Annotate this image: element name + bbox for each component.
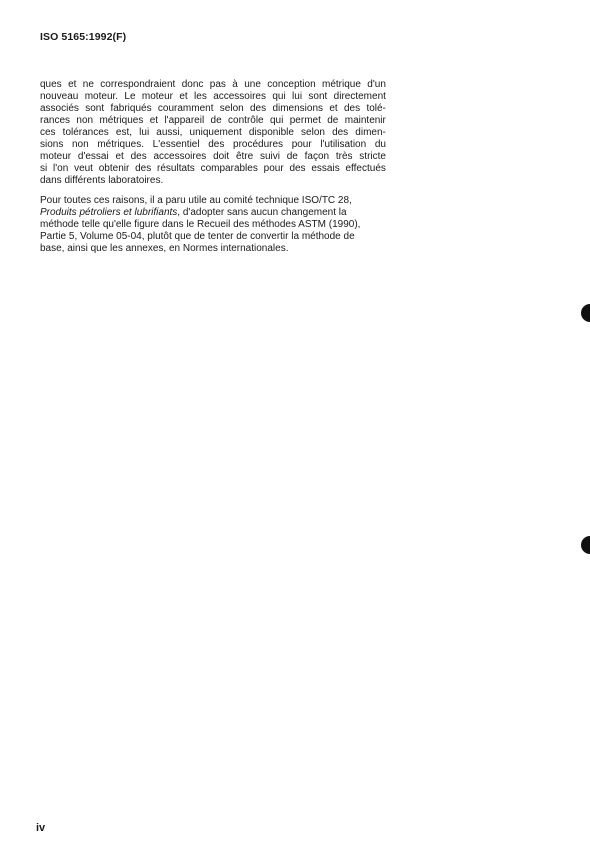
paragraph-1 [40,79,386,187]
text-line: ques et ne correspondraient donc pas à une conception métrique d'un [40,79,386,90]
scan-registration-mark [581,536,590,554]
text-line: dans différents laboratoires. [40,175,164,186]
page-number: iv [36,822,46,834]
text-line: associés sont fabriqués couramment selon des dimensions et des tolé- [40,103,386,114]
text-line: méthode telle qu'elle figure dans le Recueil des méthodes ASTM (1990), [40,219,361,230]
text-line: nouveau moteur. Le moteur et les accessoires qui lui sont directement [40,91,386,102]
text-line: ces tolérances est, lui aussi, uniquement disponible selon des dimen- [40,127,386,138]
text-line: base, ainsi que les annexes, en Normes internationales. [40,243,289,254]
text-line: rances non métriques et l'appareil de contrôle qui permet de maintenir [40,115,386,126]
paragraph-2 [40,195,386,255]
body-text [40,79,386,263]
text-line [40,207,386,219]
italic-committee-title: Produits pétroliers et lubrifiants [40,207,178,218]
text-line: Partie 5, Volume 05-04, plutôt que de tenter de convertir la méthode de [40,231,355,242]
text-line: sions non métriques. L'essentiel des procédures pour l'utilisation du [40,139,386,150]
text-line: Pour toutes ces raisons, il a paru utile au comité technique ISO/TC 28, [40,195,352,206]
scan-registration-mark [581,304,590,322]
text-line: si l'on veut obtenir des résultats comparables pour des essais effectués [40,163,386,174]
document-code: ISO 5165:1992(F) [40,31,127,43]
text-line: moteur d'essai et des accessoires doit être suivi de façon très stricte [40,151,386,162]
text-fragment: , d'adopter sans aucun changement la [177,207,347,218]
